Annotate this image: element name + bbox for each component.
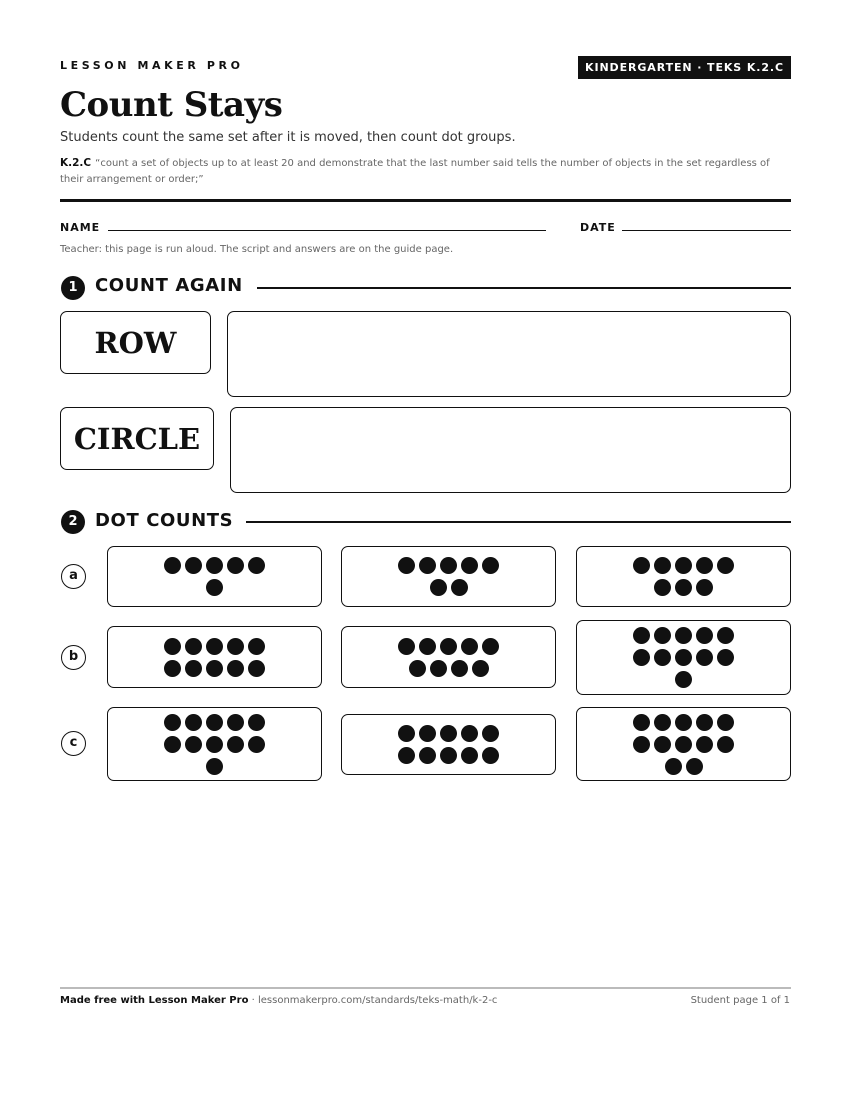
date-label: DATE — [580, 221, 616, 234]
dot-card — [107, 626, 322, 688]
dot — [675, 714, 692, 731]
dot — [164, 714, 181, 731]
section-2-number: 2 — [61, 510, 85, 534]
section-1-number: 1 — [61, 276, 85, 300]
dot — [248, 557, 265, 574]
dot-row — [654, 579, 713, 596]
standard-code: K.2.C — [60, 157, 92, 169]
dot — [430, 579, 447, 596]
dot-row — [398, 557, 499, 574]
word-card-row: ROW — [60, 311, 211, 374]
dot — [164, 736, 181, 753]
dot — [675, 671, 692, 688]
dot — [227, 660, 244, 677]
dot-row — [206, 758, 223, 775]
dot — [227, 557, 244, 574]
dot — [398, 747, 415, 764]
footer-made-with: Made free with Lesson Maker Pro — [60, 995, 249, 1006]
dot — [461, 725, 478, 742]
dot-row — [430, 579, 468, 596]
name-label: NAME — [60, 221, 101, 234]
dot — [248, 638, 265, 655]
dot — [675, 736, 692, 753]
dot — [185, 660, 202, 677]
dot — [717, 649, 734, 666]
dot — [696, 649, 713, 666]
dot-card — [107, 707, 322, 781]
date-field[interactable] — [622, 230, 791, 231]
dot-row — [164, 638, 265, 655]
dot — [665, 758, 682, 775]
dot — [696, 714, 713, 731]
dot — [675, 649, 692, 666]
dot — [633, 627, 650, 644]
dot-row — [164, 736, 265, 753]
dot — [472, 660, 489, 677]
dot — [696, 736, 713, 753]
dot — [248, 736, 265, 753]
dot — [419, 638, 436, 655]
dot — [696, 627, 713, 644]
dot — [164, 557, 181, 574]
section-1-title: COUNT AGAIN — [95, 275, 243, 296]
dot — [206, 557, 223, 574]
dot-card — [341, 546, 556, 607]
dot — [164, 638, 181, 655]
dot — [206, 660, 223, 677]
grade-standard-badge: KINDERGARTEN · TEKS K.2.C — [578, 56, 791, 79]
dot — [206, 736, 223, 753]
dot — [451, 579, 468, 596]
dot — [440, 638, 457, 655]
dot — [227, 736, 244, 753]
dot — [206, 758, 223, 775]
dot — [482, 725, 499, 742]
dot — [675, 579, 692, 596]
dot — [185, 714, 202, 731]
dot — [398, 557, 415, 574]
dot — [654, 627, 671, 644]
dot — [248, 660, 265, 677]
footer-rule — [60, 987, 791, 989]
dot-row — [398, 725, 499, 742]
dot — [654, 579, 671, 596]
dot — [633, 714, 650, 731]
dot — [185, 638, 202, 655]
dot — [686, 758, 703, 775]
dot — [482, 638, 499, 655]
dot — [633, 736, 650, 753]
header-divider — [60, 199, 791, 202]
dot — [482, 557, 499, 574]
section-2-rule — [246, 521, 791, 523]
dot-row — [633, 627, 734, 644]
dot-row — [164, 714, 265, 731]
dot — [461, 638, 478, 655]
row-letter-a: a — [61, 564, 86, 589]
dot-row — [633, 736, 734, 753]
dot — [206, 638, 223, 655]
page-subtitle: Students count the same set after it is moved, then count dot groups. — [60, 130, 516, 145]
dot-row — [633, 714, 734, 731]
dot — [633, 649, 650, 666]
footer-url[interactable]: · lessonmakerpro.com/standards/teks-math/k-2-c — [251, 995, 498, 1006]
dot — [717, 557, 734, 574]
dot-row — [633, 649, 734, 666]
dot — [398, 638, 415, 655]
dot — [419, 747, 436, 764]
dot-row — [409, 660, 489, 677]
row-letter-c: c — [61, 731, 86, 756]
standard-text — [60, 155, 795, 188]
dot — [206, 714, 223, 731]
dot — [185, 736, 202, 753]
dot — [654, 649, 671, 666]
dot — [461, 557, 478, 574]
dot-row — [206, 579, 223, 596]
dot-row — [164, 660, 265, 677]
standard-quote: “count a set of objects up to at least 20 and demonstrate that the last number said tells the number of objects in the set regardless of their arrangement or order;” — [60, 158, 770, 185]
dot — [717, 714, 734, 731]
dot-card — [341, 626, 556, 688]
dot-row — [675, 671, 692, 688]
page-title: Count Stays — [60, 85, 283, 125]
footer-page-number: Student page 1 of 1 — [690, 995, 790, 1006]
dot-row — [164, 557, 265, 574]
dot — [717, 627, 734, 644]
dot-card — [576, 620, 791, 695]
dot — [696, 579, 713, 596]
dot — [440, 747, 457, 764]
dot-card — [341, 714, 556, 775]
teacher-note: Teacher: this page is run aloud. The script and answers are on the guide page. — [60, 244, 454, 255]
dot — [164, 660, 181, 677]
dot — [654, 714, 671, 731]
dot — [248, 714, 265, 731]
dot — [430, 660, 447, 677]
dot — [185, 557, 202, 574]
dot — [717, 736, 734, 753]
answer-box-row[interactable] — [227, 311, 791, 397]
dot-card — [576, 707, 791, 781]
answer-box-circle[interactable] — [230, 407, 791, 493]
dot — [419, 557, 436, 574]
dot — [440, 725, 457, 742]
word-card-circle: CIRCLE — [60, 407, 214, 470]
row-letter-b: b — [61, 645, 86, 670]
dot-row — [398, 638, 499, 655]
dot — [440, 557, 457, 574]
dot — [451, 660, 468, 677]
section-2-title: DOT COUNTS — [95, 510, 234, 531]
dot — [654, 736, 671, 753]
dot — [696, 557, 713, 574]
dot-card — [576, 546, 791, 607]
dot — [227, 638, 244, 655]
dot — [409, 660, 426, 677]
brand-name: LESSON MAKER PRO — [60, 59, 244, 72]
dot — [227, 714, 244, 731]
dot — [206, 579, 223, 596]
footer-credit — [60, 995, 497, 1006]
dot — [654, 557, 671, 574]
dot — [675, 557, 692, 574]
dot — [633, 557, 650, 574]
dot-row — [633, 557, 734, 574]
dot-card — [107, 546, 322, 607]
dot — [482, 747, 499, 764]
name-field[interactable] — [108, 230, 546, 231]
dot — [675, 627, 692, 644]
dot — [419, 725, 436, 742]
dot-row — [398, 747, 499, 764]
dot — [461, 747, 478, 764]
dot — [398, 725, 415, 742]
dot-row — [665, 758, 703, 775]
section-1-rule — [257, 287, 791, 289]
